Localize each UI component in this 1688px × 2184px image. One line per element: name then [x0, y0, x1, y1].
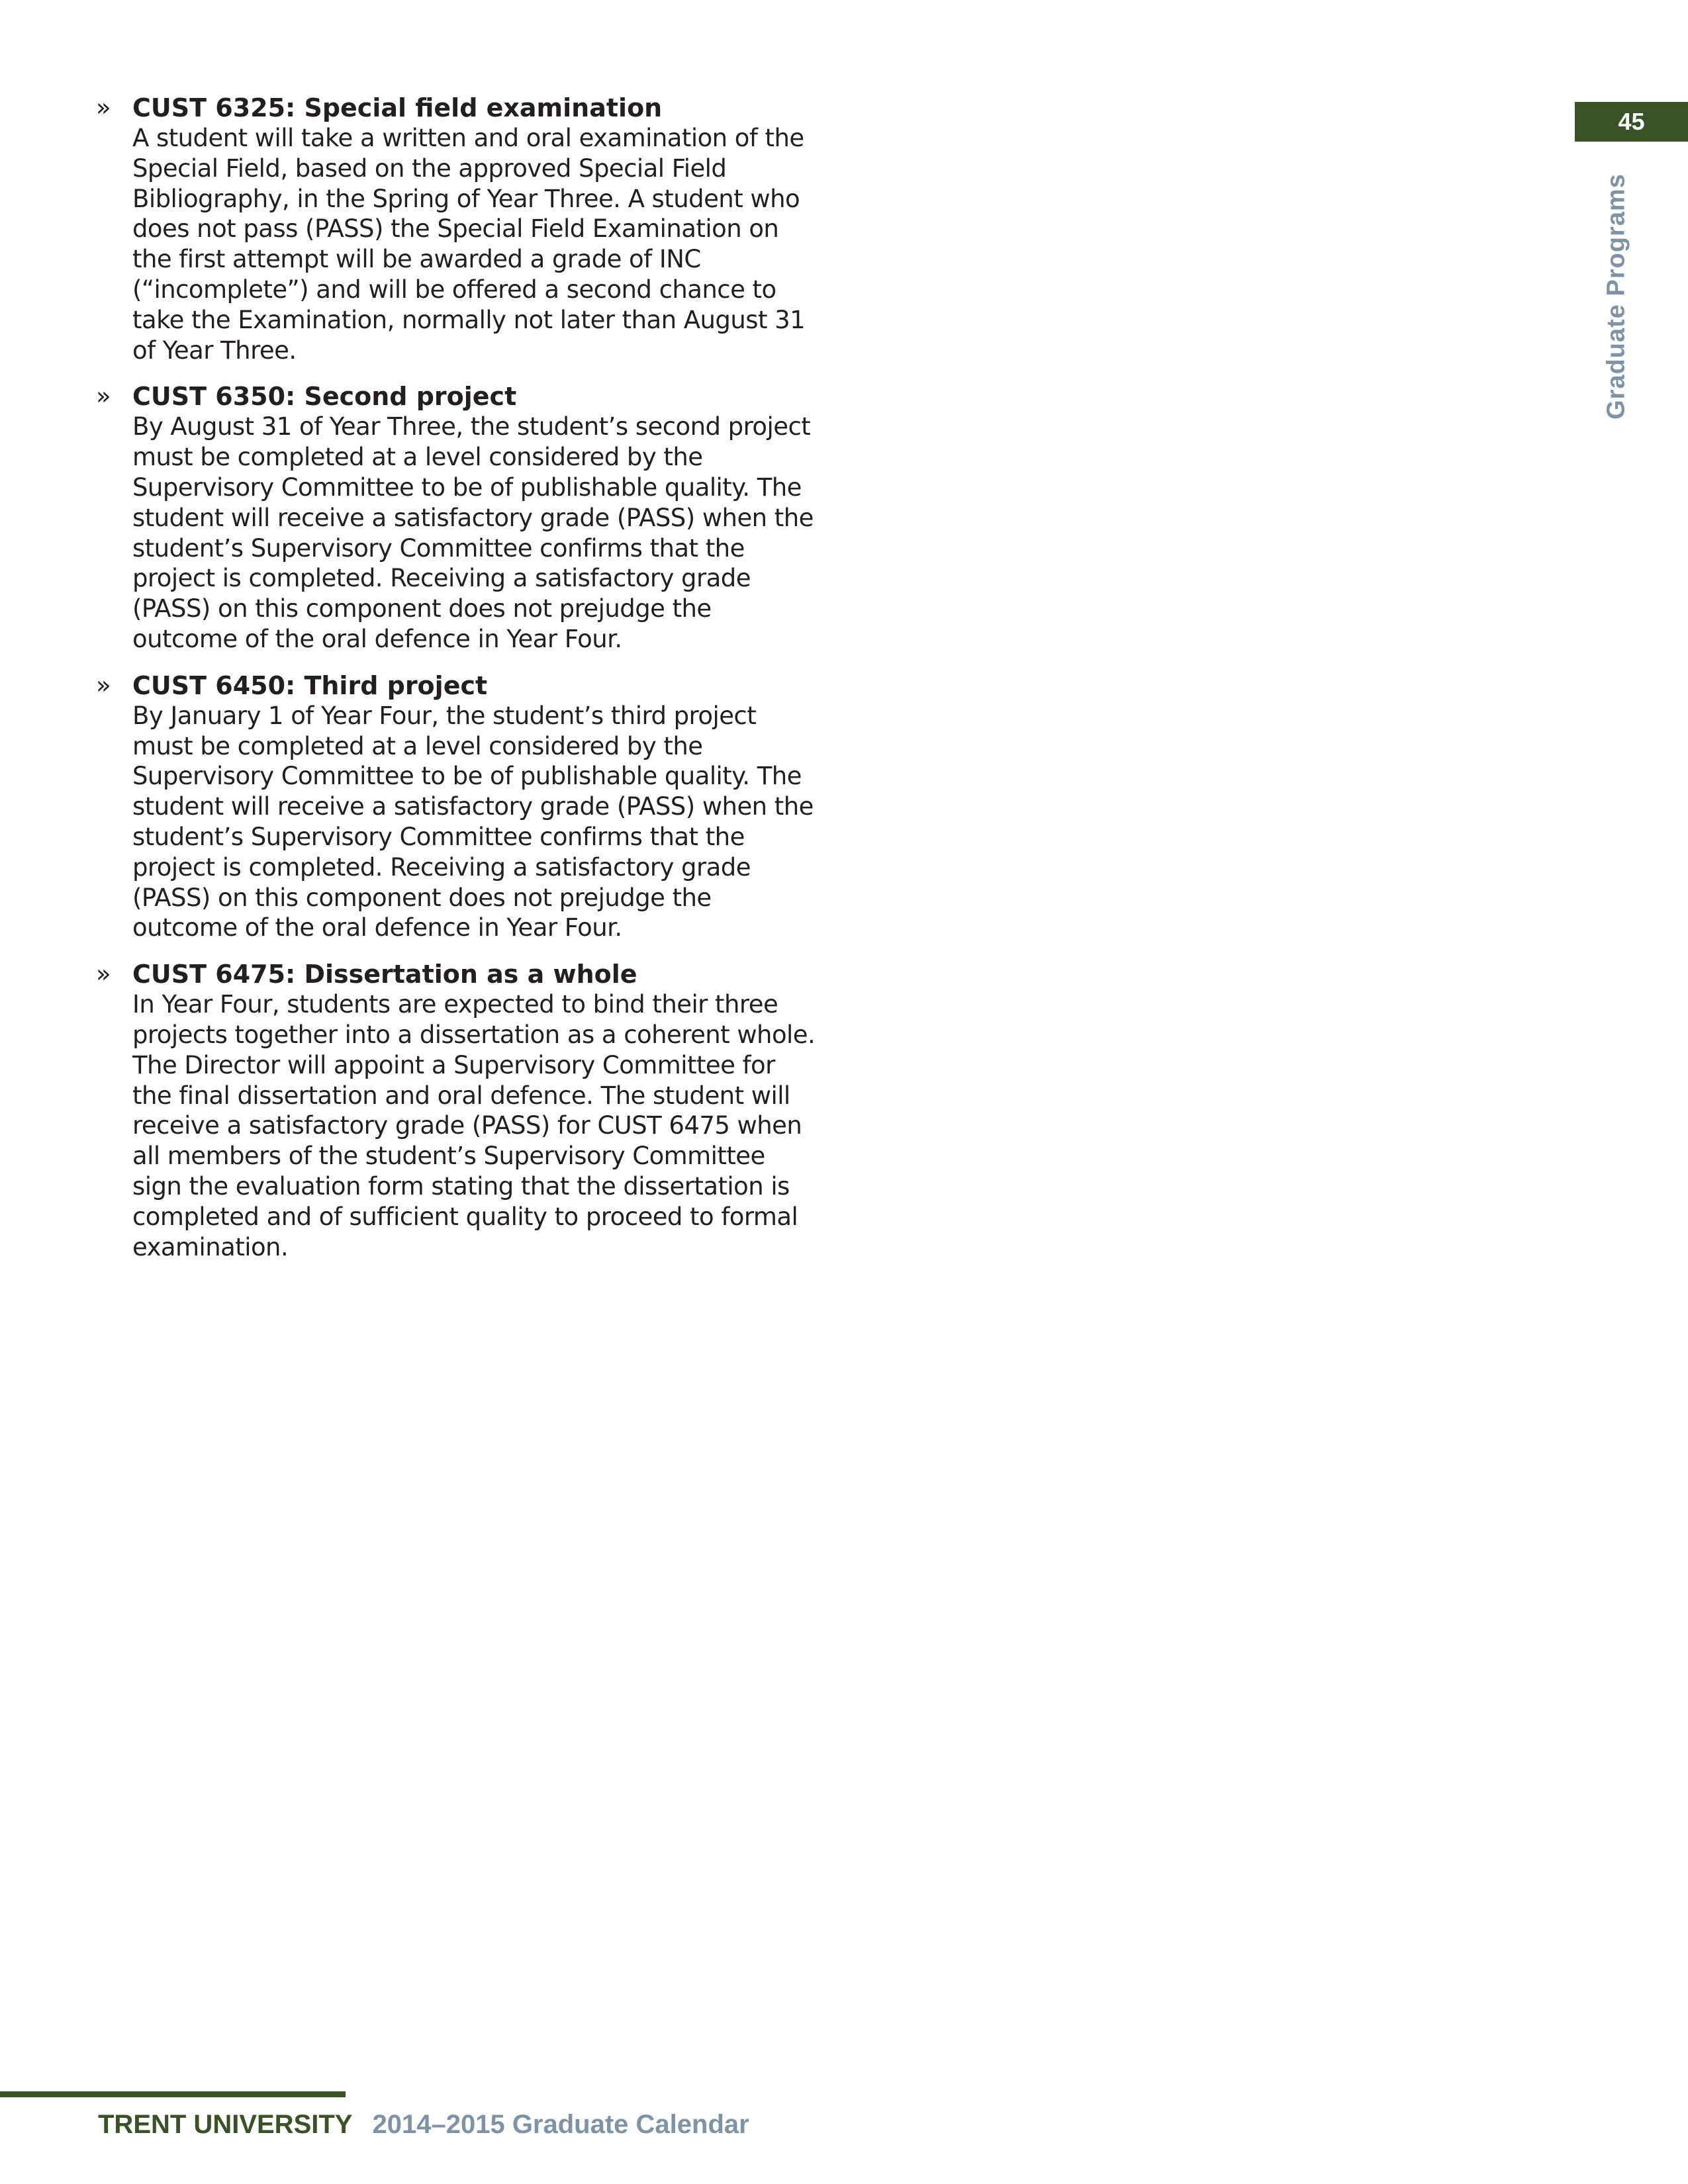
- course-title: CUST 6450: Third project: [132, 670, 488, 700]
- course-description: By August 31 of Year Three, the student’s second project must be completed at a level considered by the Supervisory Committee to be of publishable quality. The student will receive a satisfactory grade (PASS) when the student’s Supervisory Committee confirms that the project is completed. Receiving a satisfactory grade (PASS) on this component does not prejudge the outcome of the oral defence in Year Four.: [132, 412, 814, 653]
- course-item: [96, 381, 818, 654]
- course-description: In Year Four, students are expected to bind their three projects together into a dissertation as a coherent whole. The Director will appoint a Supervisory Committee for the final dissertation and oral defence. The student will receive a satisfactory grade (PASS) for CUST 6475 when all members of the student’s Supervisory Committee sign the evaluation form stating that the dissertation is completed and of sufficient quality to proceed to formal examination.: [132, 990, 816, 1261]
- section-label: Graduate Programs: [1602, 173, 1630, 420]
- course-title: CUST 6350: Second project: [132, 382, 517, 412]
- course-title: CUST 6325: Special field examination: [132, 93, 663, 122]
- course-item: [96, 670, 818, 943]
- bullet-marker: »: [96, 960, 111, 989]
- course-list: [96, 93, 818, 1278]
- bullet-marker: »: [96, 93, 111, 122]
- footer: [98, 2110, 749, 2140]
- course-description: By January 1 of Year Four, the student’s third project must be completed at a level considered by the Supervisory Committee to be of publishable quality. The student will receive a satisfactory grade (PASS) when the student’s Supervisory Committee confirms that the project is completed. Receiving a satisfactory grade (PASS) on this component does not prejudge the outcome of the oral defence in Year Four.: [132, 701, 814, 942]
- course-item: [96, 959, 818, 1262]
- course-description: A student will take a written and oral examination of the Special Field, based on the approved Special Field Bibliography, in the Spring of Year Three. A student who does not pass (PASS) the Special Field Examination on the first attempt will be awarded a grade of INC (“incomplete”) and will be offered a second chance to take the Examination, normally not later than August 31 of Year Three.: [132, 124, 806, 365]
- course-title: CUST 6475: Dissertation as a whole: [132, 960, 637, 989]
- footer-rule: [0, 2091, 346, 2097]
- bullet-marker: »: [96, 382, 111, 411]
- page-number: 45: [1575, 102, 1688, 142]
- course-item: [96, 93, 818, 365]
- footer-calendar-title: 2014–2015 Graduate Calendar: [372, 2110, 749, 2139]
- bullet-marker: »: [96, 670, 111, 700]
- footer-university: TRENT UNIVERSITY: [98, 2110, 353, 2139]
